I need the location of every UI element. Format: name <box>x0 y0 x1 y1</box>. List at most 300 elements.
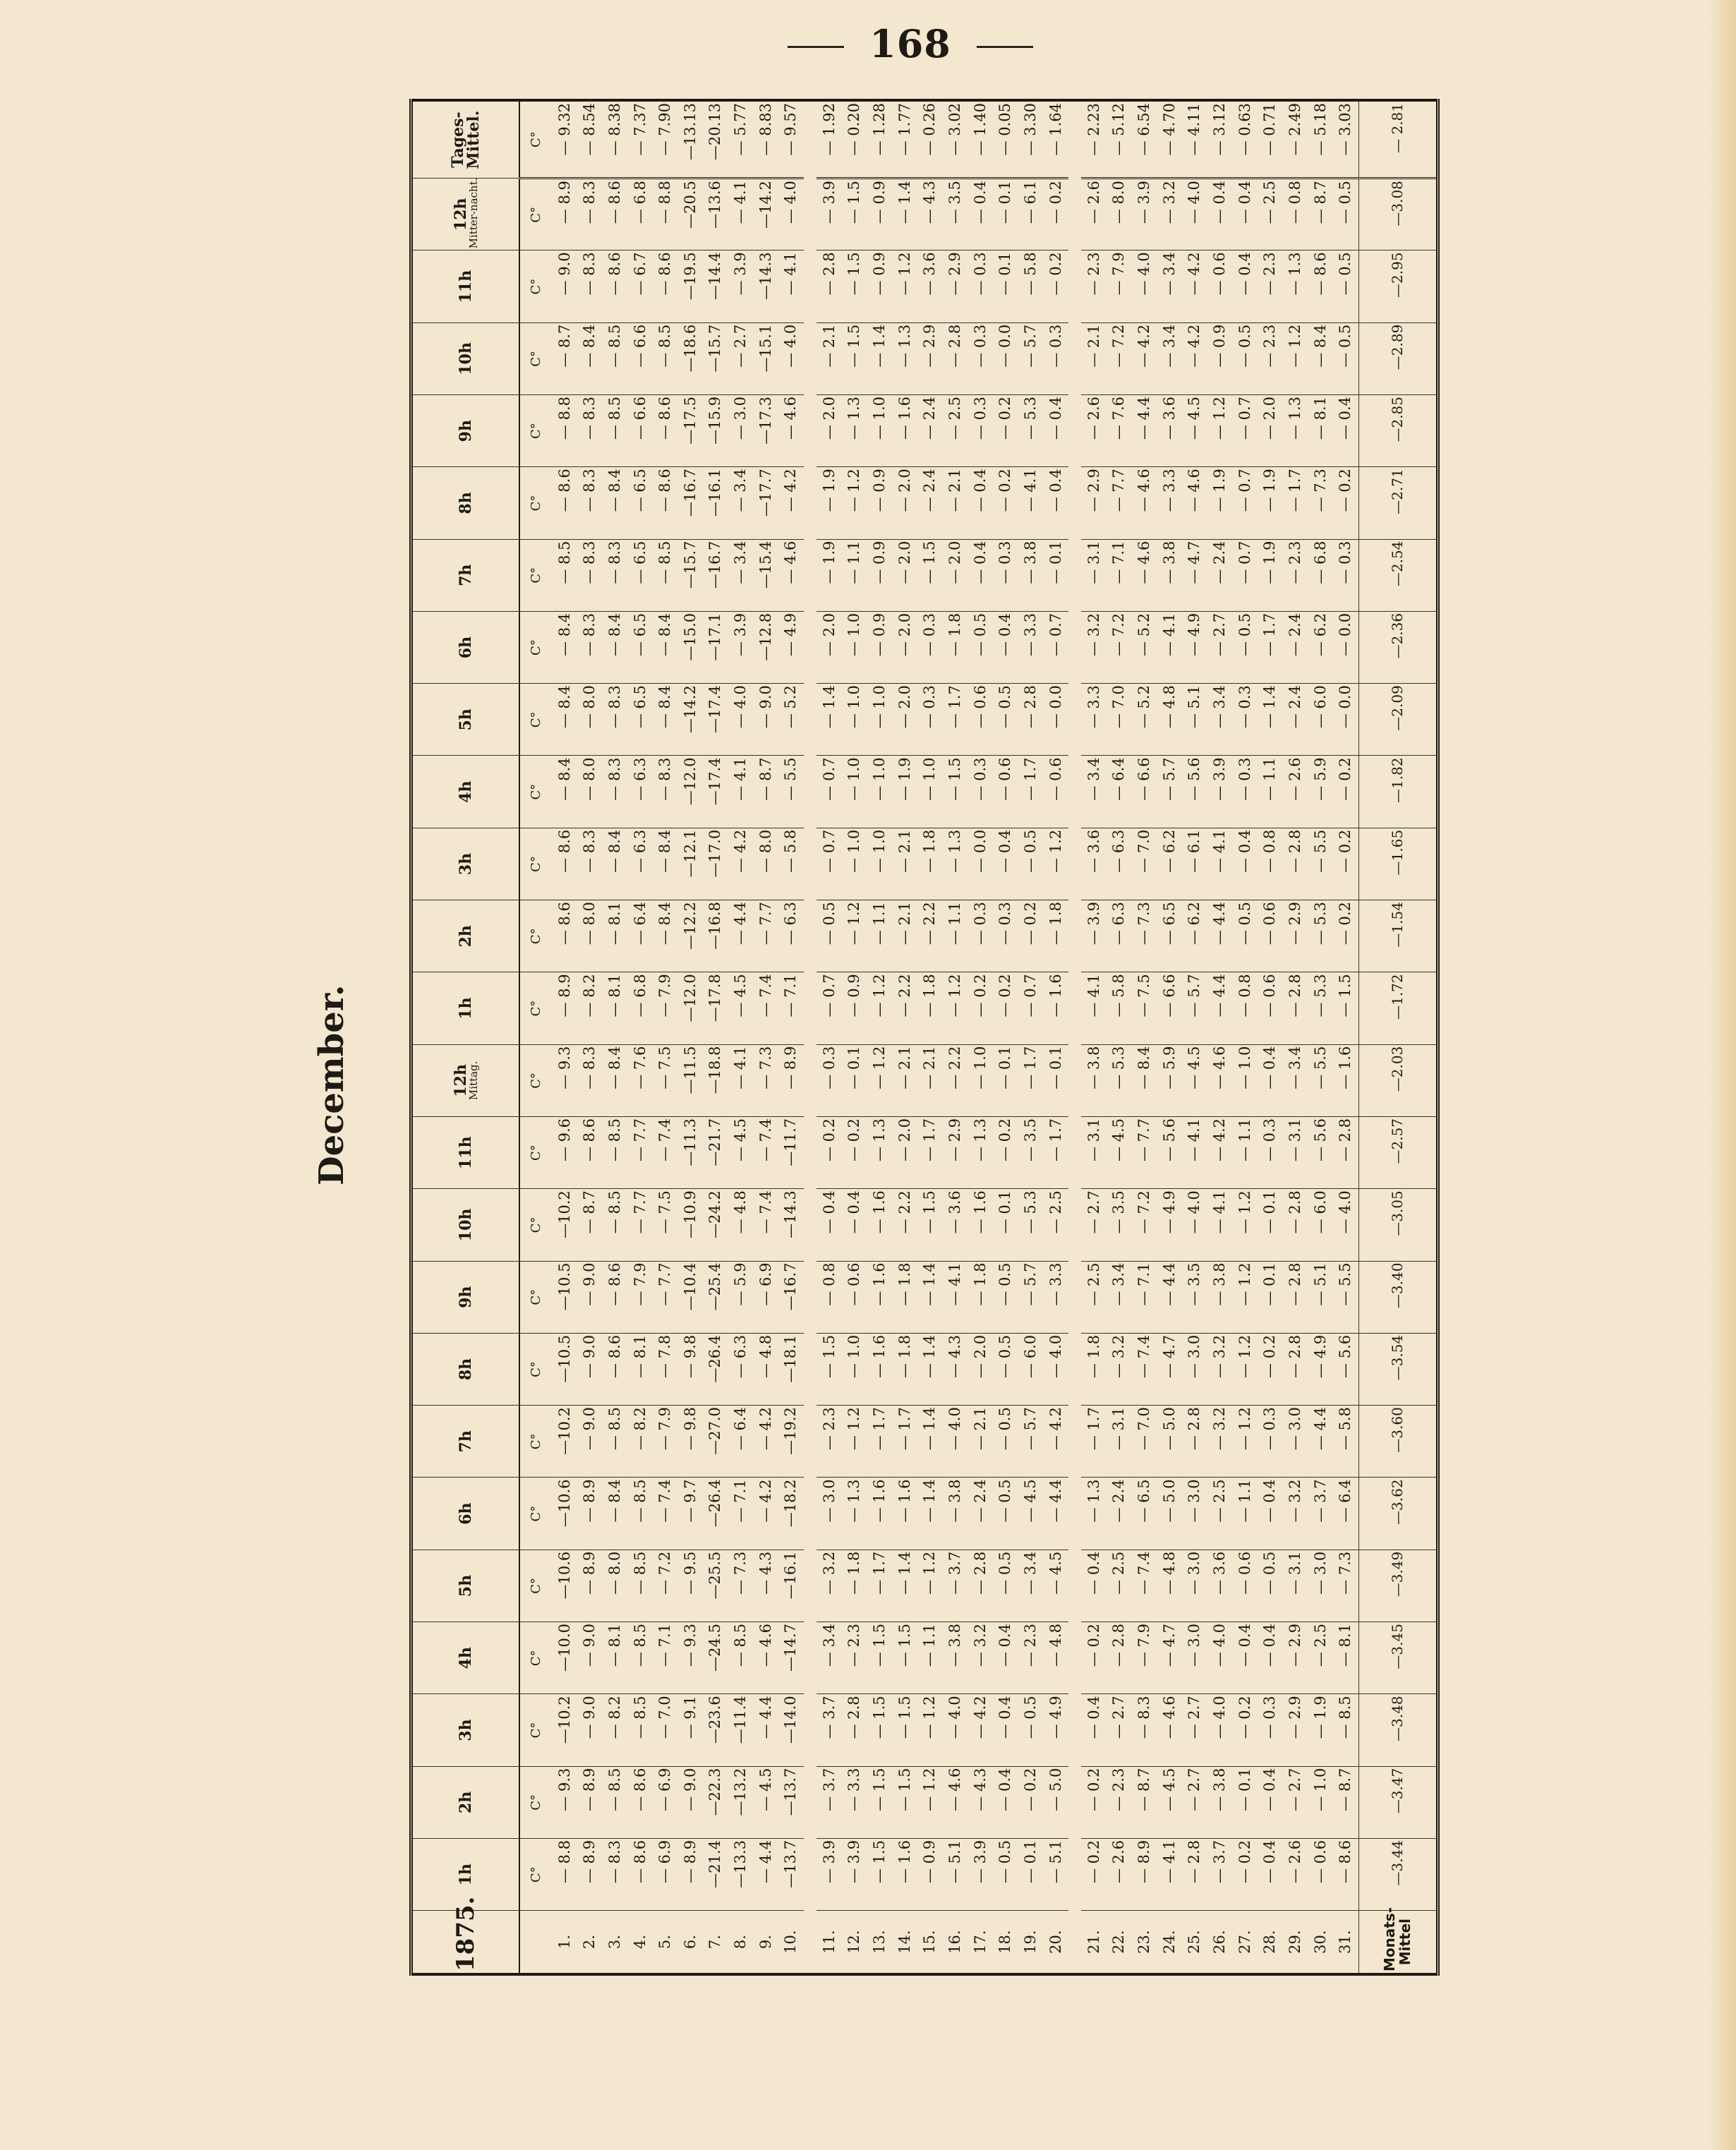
hourly-temp-cell: — 7.3 <box>753 1044 778 1116</box>
unit-cell: C° <box>519 900 552 972</box>
monthly-mean-cell: —3.40 <box>1358 1261 1437 1333</box>
hourly-temp-cell: — 6.8 <box>1308 539 1333 611</box>
hourly-temp-cell: — 4.1 <box>728 179 754 250</box>
hourly-temp-cell: — 5.5 <box>778 756 804 828</box>
unit-cell: C° <box>519 1478 552 1550</box>
hourly-temp-cell: — 6.6 <box>627 395 653 467</box>
hourly-temp-cell: —12.0 <box>678 756 704 828</box>
day-cell: 12. <box>842 1911 867 1974</box>
daily-mean-cell: — 0.71 <box>1258 100 1283 179</box>
table-row <box>1132 100 1157 1974</box>
hourly-temp-cell: — 0.2 <box>993 1116 1018 1188</box>
table-row <box>627 100 653 1974</box>
temperature-table-rotated <box>409 99 1440 1976</box>
hourly-temp-cell: — 8.6 <box>552 900 577 972</box>
hourly-temp-cell: — 5.8 <box>1018 250 1044 322</box>
hourly-temp-cell: — 0.5 <box>1018 1694 1044 1766</box>
hourly-temp-cell: — 3.9 <box>1081 900 1107 972</box>
hourly-temp-cell: — 1.9 <box>1207 467 1233 539</box>
hourly-temp-cell: — 1.1 <box>917 1622 943 1694</box>
hourly-temp-cell: — 5.9 <box>728 1261 754 1333</box>
hourly-temp-cell: — 2.4 <box>917 395 943 467</box>
hour-header-label: 8h <box>457 1358 475 1381</box>
hourly-temp-cell: —15.7 <box>678 539 704 611</box>
hourly-temp-cell: — 2.9 <box>917 322 943 394</box>
unit-cell: C° <box>519 1622 552 1694</box>
table-row <box>1157 100 1182 1974</box>
daily-mean-cell: — 3.02 <box>943 100 968 179</box>
hourly-temp-cell: — 0.7 <box>816 972 842 1044</box>
hourly-temp-cell: — 0.5 <box>968 611 993 683</box>
hourly-temp-cell: — 2.7 <box>1081 1189 1107 1261</box>
hourly-temp-cell: — 0.3 <box>1333 539 1358 611</box>
hourly-temp-cell: — 2.3 <box>842 1622 867 1694</box>
day-cell: 30. <box>1308 1911 1333 1974</box>
table-row <box>778 100 804 1974</box>
hourly-temp-cell: —15.7 <box>703 322 728 394</box>
hourly-temp-cell: — 0.6 <box>993 756 1018 828</box>
hourly-temp-cell: — 3.3 <box>1157 467 1182 539</box>
hourly-temp-cell: — 4.2 <box>1043 1406 1068 1478</box>
hourly-temp-cell: — 8.9 <box>1132 1838 1157 1910</box>
hourly-temp-cell: — 0.3 <box>917 684 943 756</box>
day-cell: 6. <box>678 1911 704 1974</box>
hourly-temp-cell: — 8.6 <box>603 1333 628 1405</box>
hourly-temp-cell: — 0.9 <box>842 972 867 1044</box>
day-cell: 11. <box>816 1911 842 1974</box>
hourly-temp-cell: — 5.6 <box>1308 1116 1333 1188</box>
hourly-temp-cell: — 0.2 <box>1333 756 1358 828</box>
hourly-temp-cell: — 0.1 <box>1018 1838 1044 1910</box>
hourly-temp-cell: — 1.8 <box>968 1261 993 1333</box>
hourly-temp-cell: — 1.7 <box>1283 467 1308 539</box>
monthly-mean-cell: —2.36 <box>1358 611 1437 683</box>
monthly-mean-cell: —3.05 <box>1358 1189 1437 1261</box>
hourly-temp-cell: — 0.5 <box>993 1261 1018 1333</box>
hourly-temp-cell: — 4.7 <box>1182 539 1207 611</box>
hourly-temp-cell: — 8.4 <box>577 322 603 394</box>
hourly-temp-cell: — 8.7 <box>1132 1766 1157 1838</box>
hourly-temp-cell: —18.6 <box>678 322 704 394</box>
hourly-temp-cell: — 0.2 <box>993 395 1018 467</box>
hourly-temp-cell: — 0.3 <box>1258 1694 1283 1766</box>
hourly-temp-cell: —16.7 <box>778 1261 804 1333</box>
hour-header <box>411 179 520 250</box>
hourly-temp-cell: — 8.5 <box>552 539 577 611</box>
hourly-temp-cell: — 1.2 <box>1043 828 1068 900</box>
daily-mean-cell: — 8.83 <box>753 100 778 179</box>
daily-mean-cell: — 5.18 <box>1308 100 1333 179</box>
unit-cell: C° <box>519 684 552 756</box>
hourly-temp-cell: — 7.3 <box>1132 900 1157 972</box>
hourly-temp-cell: — 4.4 <box>1132 395 1157 467</box>
group-gap <box>1068 100 1081 1974</box>
hourly-temp-cell: — 0.2 <box>1081 1766 1107 1838</box>
hourly-temp-cell: — 8.5 <box>627 1694 653 1766</box>
table-row <box>603 100 628 1974</box>
hourly-temp-cell: — 2.0 <box>1258 395 1283 467</box>
hourly-temp-cell: — 8.1 <box>627 1333 653 1405</box>
day-cell: 5. <box>653 1911 678 1974</box>
hourly-temp-cell: — 1.7 <box>943 684 968 756</box>
hourly-temp-cell: — 0.8 <box>1283 179 1308 250</box>
hourly-temp-cell: — 5.3 <box>1308 972 1333 1044</box>
hourly-temp-cell: — 8.4 <box>552 684 577 756</box>
hour-header <box>411 972 520 1044</box>
hour-header-label: 4h <box>457 1647 475 1669</box>
hourly-temp-cell: — 4.2 <box>753 1406 778 1478</box>
monthly-mean-cell: —2.03 <box>1358 1044 1437 1116</box>
hourly-temp-cell: — 7.2 <box>653 1550 678 1621</box>
hourly-temp-cell: — 5.7 <box>1182 972 1207 1044</box>
hourly-temp-cell: — 6.9 <box>653 1838 678 1910</box>
hourly-temp-cell: —16.1 <box>778 1550 804 1621</box>
hourly-temp-cell: — 1.2 <box>842 1406 867 1478</box>
hourly-temp-cell: — 2.0 <box>892 467 917 539</box>
hourly-temp-cell: — 2.7 <box>1283 1766 1308 1838</box>
hourly-temp-cell: — 7.9 <box>1107 250 1132 322</box>
hour-header <box>411 1333 520 1405</box>
hourly-temp-cell: — 4.9 <box>778 611 804 683</box>
hourly-temp-cell: — 1.1 <box>1232 1116 1258 1188</box>
hourly-temp-cell: — 0.9 <box>917 1838 943 1910</box>
hourly-temp-cell: — 2.3 <box>816 1406 842 1478</box>
hourly-temp-cell: — 0.3 <box>968 756 993 828</box>
unit-row <box>519 100 552 1974</box>
hourly-temp-cell: — 4.1 <box>943 1261 968 1333</box>
monthly-mean-cell: —3.62 <box>1358 1478 1437 1550</box>
hourly-temp-cell: — 8.3 <box>603 684 628 756</box>
table-row <box>842 100 867 1974</box>
hourly-temp-cell: — 2.9 <box>943 250 968 322</box>
hourly-temp-cell: — 5.0 <box>1157 1406 1182 1478</box>
group-gap <box>804 100 816 1974</box>
hourly-temp-cell: — 1.0 <box>842 1333 867 1405</box>
hourly-temp-cell: — 3.7 <box>816 1766 842 1838</box>
hourly-temp-cell: — 6.3 <box>627 828 653 900</box>
hourly-temp-cell: — 4.0 <box>943 1406 968 1478</box>
hourly-temp-cell: — 6.8 <box>627 179 653 250</box>
hourly-temp-cell: — 0.5 <box>1258 1550 1283 1621</box>
hourly-temp-cell: — 1.6 <box>867 1478 893 1550</box>
hourly-temp-cell: — 7.1 <box>778 972 804 1044</box>
hourly-temp-cell: — 8.6 <box>577 1116 603 1188</box>
hourly-temp-cell: — 4.1 <box>728 756 754 828</box>
hourly-temp-cell: — 2.5 <box>1308 1622 1333 1694</box>
table-row <box>653 100 678 1974</box>
hourly-temp-cell: — 7.5 <box>653 1189 678 1261</box>
hourly-temp-cell: — 0.4 <box>1232 1622 1258 1694</box>
daily-mean-cell: — 3.03 <box>1333 100 1358 179</box>
hourly-temp-cell: — 0.1 <box>993 1189 1018 1261</box>
hourly-temp-cell: — 4.1 <box>778 250 804 322</box>
hour-header-label: 9h <box>457 1286 475 1308</box>
hourly-temp-cell: —14.4 <box>703 250 728 322</box>
hourly-temp-cell: —12.1 <box>678 828 704 900</box>
hourly-temp-cell: —11.5 <box>678 1044 704 1116</box>
hourly-temp-cell: —17.4 <box>703 684 728 756</box>
hour-header <box>411 1550 520 1621</box>
hourly-temp-cell: — 1.0 <box>867 828 893 900</box>
hourly-temp-cell: —18.1 <box>778 1333 804 1405</box>
day-cell: 24. <box>1157 1911 1182 1974</box>
hourly-temp-cell: — 2.9 <box>1081 467 1107 539</box>
hourly-temp-cell: — 5.2 <box>778 684 804 756</box>
hourly-temp-cell: — 2.7 <box>1182 1694 1207 1766</box>
hourly-temp-cell: — 0.2 <box>1081 1838 1107 1910</box>
hourly-temp-cell: — 2.5 <box>1107 1550 1132 1621</box>
hourly-temp-cell: — 6.2 <box>1182 900 1207 972</box>
hourly-temp-cell: — 0.0 <box>968 828 993 900</box>
monthly-mean-cell: —2.71 <box>1358 467 1437 539</box>
hourly-temp-cell: — 4.4 <box>1207 900 1233 972</box>
hour-header <box>411 322 520 394</box>
table-row <box>753 100 778 1974</box>
hourly-temp-cell: — 7.4 <box>1132 1550 1157 1621</box>
hourly-temp-cell: — 0.2 <box>1232 1694 1258 1766</box>
hourly-temp-cell: — 8.0 <box>1107 179 1132 250</box>
hourly-temp-cell: — 5.6 <box>1182 756 1207 828</box>
hourly-temp-cell: —10.5 <box>552 1261 577 1333</box>
hourly-temp-cell: — 1.5 <box>867 1622 893 1694</box>
hourly-temp-cell: — 1.1 <box>867 900 893 972</box>
hour-header-label: 6h <box>457 636 475 659</box>
hourly-temp-cell: — 7.0 <box>1107 684 1132 756</box>
hourly-temp-cell: —13.3 <box>728 1838 754 1910</box>
hourly-temp-cell: — 0.2 <box>842 1116 867 1188</box>
hourly-temp-cell: —10.2 <box>552 1189 577 1261</box>
hourly-temp-cell: — 8.3 <box>603 1838 628 1910</box>
hourly-temp-cell: — 8.6 <box>627 1838 653 1910</box>
hourly-temp-cell: — 0.6 <box>1308 1838 1333 1910</box>
hourly-temp-cell: — 8.5 <box>603 395 628 467</box>
monthly-mean-cell: —2.54 <box>1358 539 1437 611</box>
hourly-temp-cell: — 0.5 <box>816 900 842 972</box>
hourly-temp-cell: — 3.0 <box>816 1478 842 1550</box>
hourly-temp-cell: — 0.4 <box>993 1766 1018 1838</box>
hourly-temp-cell: — 0.7 <box>816 828 842 900</box>
hourly-temp-cell: — 4.8 <box>1043 1622 1068 1694</box>
hourly-temp-cell: — 2.3 <box>1258 250 1283 322</box>
table-row <box>1258 100 1283 1974</box>
hourly-temp-cell: — 3.2 <box>968 1622 993 1694</box>
hourly-temp-cell: — 2.4 <box>1283 611 1308 683</box>
hourly-temp-cell: —12.8 <box>753 611 778 683</box>
hourly-temp-cell: — 0.1 <box>993 1044 1018 1116</box>
hourly-temp-cell: — 3.5 <box>1107 1189 1132 1261</box>
hourly-temp-cell: — 2.8 <box>842 1694 867 1766</box>
table-row <box>1308 100 1333 1974</box>
hourly-temp-cell: — 0.1 <box>1258 1189 1283 1261</box>
hourly-temp-cell: — 8.8 <box>552 395 577 467</box>
hourly-temp-cell: — 1.5 <box>842 250 867 322</box>
hourly-temp-cell: — 0.7 <box>1232 467 1258 539</box>
day-cell: 26. <box>1207 1911 1233 1974</box>
hourly-temp-cell: — 3.6 <box>1157 395 1182 467</box>
hourly-temp-cell: —12.0 <box>678 972 704 1044</box>
hourly-temp-cell: — 0.4 <box>1232 828 1258 900</box>
hourly-temp-cell: — 1.3 <box>1283 395 1308 467</box>
hourly-temp-cell: — 1.8 <box>892 1261 917 1333</box>
hourly-temp-cell: — 0.6 <box>1207 250 1233 322</box>
hourly-temp-cell: — 4.6 <box>1182 467 1207 539</box>
hourly-temp-cell: — 0.8 <box>816 1261 842 1333</box>
daily-mean-cell: — 0.63 <box>1232 100 1258 179</box>
unit-cell: C° <box>519 1838 552 1910</box>
hour-header-label: 2h <box>457 925 475 948</box>
hourly-temp-cell: — 1.8 <box>892 1333 917 1405</box>
hourly-temp-cell: — 9.8 <box>678 1406 704 1478</box>
hourly-temp-cell: — 4.1 <box>1081 972 1107 1044</box>
hourly-temp-cell: — 8.7 <box>552 322 577 394</box>
hour-header-label: 11h <box>457 270 475 303</box>
hourly-temp-cell: — 5.2 <box>1132 684 1157 756</box>
day-cell: 13. <box>867 1911 893 1974</box>
year-header: 1875. <box>411 1911 520 1974</box>
daily-mean-cell: —20.13 <box>703 100 728 179</box>
hourly-temp-cell: — 0.2 <box>1258 1333 1283 1405</box>
hourly-temp-cell: — 2.4 <box>917 467 943 539</box>
hourly-temp-cell: — 2.8 <box>1283 972 1308 1044</box>
table-row <box>1182 100 1207 1974</box>
hourly-temp-cell: — 2.9 <box>1283 900 1308 972</box>
hourly-temp-cell: — 5.1 <box>1182 684 1207 756</box>
hourly-temp-cell: — 3.2 <box>1157 179 1182 250</box>
hour-header-label: 6h <box>457 1502 475 1525</box>
hourly-temp-cell: — 8.5 <box>603 1189 628 1261</box>
hourly-temp-cell: — 1.4 <box>816 684 842 756</box>
hourly-temp-cell: — 2.7 <box>728 322 754 394</box>
hourly-temp-cell: — 6.3 <box>1107 828 1132 900</box>
hourly-temp-cell: — 4.3 <box>753 1550 778 1621</box>
hourly-temp-cell: — 8.0 <box>603 1550 628 1621</box>
hourly-temp-cell: — 3.9 <box>728 250 754 322</box>
day-cell: 23. <box>1132 1911 1157 1974</box>
hourly-temp-cell: — 0.0 <box>1333 684 1358 756</box>
hourly-temp-cell: — 0.7 <box>1232 539 1258 611</box>
hourly-temp-cell: — 1.5 <box>842 322 867 394</box>
hourly-temp-cell: — 4.6 <box>1132 467 1157 539</box>
hourly-temp-cell: — 3.4 <box>728 467 754 539</box>
hourly-temp-cell: — 0.2 <box>816 1116 842 1188</box>
hourly-temp-cell: — 3.8 <box>1207 1261 1233 1333</box>
hourly-temp-cell: — 0.2 <box>1043 250 1068 322</box>
hourly-temp-cell: — 6.3 <box>778 900 804 972</box>
hourly-temp-cell: — 1.0 <box>867 395 893 467</box>
hourly-temp-cell: — 2.2 <box>917 900 943 972</box>
hourly-temp-cell: — 2.0 <box>892 611 917 683</box>
hourly-temp-cell: — 6.5 <box>627 539 653 611</box>
hourly-temp-cell: — 5.9 <box>1308 756 1333 828</box>
hourly-temp-cell: —10.2 <box>552 1694 577 1766</box>
hourly-temp-cell: — 8.3 <box>1132 1694 1157 1766</box>
hourly-temp-cell: — 2.0 <box>816 395 842 467</box>
hourly-temp-cell: — 0.3 <box>968 322 993 394</box>
hourly-temp-cell: — 4.0 <box>1182 1189 1207 1261</box>
monthly-mean-cell: —1.65 <box>1358 828 1437 900</box>
hourly-temp-cell: —25.4 <box>703 1261 728 1333</box>
hourly-temp-cell: — 7.5 <box>653 1044 678 1116</box>
hourly-temp-cell: — 0.3 <box>1258 1116 1283 1188</box>
hourly-temp-cell: — 4.2 <box>1182 322 1207 394</box>
hourly-temp-cell: — 1.4 <box>892 179 917 250</box>
hourly-temp-cell: — 4.4 <box>1157 1261 1182 1333</box>
hourly-temp-cell: — 2.1 <box>892 900 917 972</box>
hourly-temp-cell: — 0.3 <box>816 1044 842 1116</box>
hourly-temp-cell: — 7.4 <box>753 1189 778 1261</box>
hourly-temp-cell: — 8.6 <box>552 467 577 539</box>
hourly-temp-cell: — 0.4 <box>1333 395 1358 467</box>
hourly-temp-cell: — 2.0 <box>968 1333 993 1405</box>
hourly-temp-cell: — 1.2 <box>1232 1333 1258 1405</box>
hourly-temp-cell: — 0.6 <box>1258 900 1283 972</box>
hourly-temp-cell: — 2.6 <box>1081 395 1107 467</box>
hourly-temp-cell: — 4.5 <box>1182 1044 1207 1116</box>
hourly-temp-cell: — 4.6 <box>778 539 804 611</box>
hourly-temp-cell: — 1.9 <box>1308 1694 1333 1766</box>
hourly-temp-cell: — 1.2 <box>1232 1261 1258 1333</box>
hourly-temp-cell: — 1.0 <box>867 756 893 828</box>
hourly-temp-cell: — 8.6 <box>1308 250 1333 322</box>
hourly-temp-cell: — 0.5 <box>993 1478 1018 1550</box>
hour-header <box>411 467 520 539</box>
daily-mean-cell: —13.13 <box>678 100 704 179</box>
daily-mean-cell: — 4.11 <box>1182 100 1207 179</box>
table-row <box>1333 100 1358 1974</box>
hourly-temp-cell: — 7.1 <box>1132 1261 1157 1333</box>
hourly-temp-cell: — 3.2 <box>1283 1478 1308 1550</box>
hourly-temp-cell: — 0.5 <box>993 1838 1018 1910</box>
unit-cell: C° <box>519 322 552 394</box>
hourly-temp-cell: — 3.5 <box>943 179 968 250</box>
hourly-temp-cell: — 9.3 <box>678 1622 704 1694</box>
unit-cell: C° <box>519 1406 552 1478</box>
hourly-temp-cell: — 1.3 <box>842 1478 867 1550</box>
hourly-temp-cell: — 1.0 <box>842 828 867 900</box>
daily-mean-header: Tages-Mittel. <box>411 100 520 179</box>
hourly-temp-cell: — 4.1 <box>1207 1189 1233 1261</box>
hourly-temp-cell: — 4.0 <box>1207 1622 1233 1694</box>
hourly-temp-cell: — 4.1 <box>1182 1116 1207 1188</box>
hourly-temp-cell: —12.2 <box>678 900 704 972</box>
hourly-temp-cell: — 8.4 <box>653 684 678 756</box>
hourly-temp-cell: — 3.0 <box>1182 1622 1207 1694</box>
hourly-temp-cell: — 3.8 <box>1207 1766 1233 1838</box>
hour-header-label: 3h <box>457 852 475 876</box>
hourly-temp-cell: — 4.6 <box>778 395 804 467</box>
hourly-temp-cell: —10.5 <box>552 1333 577 1405</box>
hourly-temp-cell: — 4.1 <box>1018 467 1044 539</box>
hourly-temp-cell: —17.4 <box>703 756 728 828</box>
hourly-temp-cell: — 8.6 <box>1333 1838 1358 1910</box>
hourly-temp-cell: — 8.8 <box>653 179 678 250</box>
hourly-temp-cell: — 7.4 <box>1132 1333 1157 1405</box>
monthly-mean-cell: —3.60 <box>1358 1406 1437 1478</box>
hourly-temp-cell: — 3.3 <box>1043 1261 1068 1333</box>
hour-header-label: 1h <box>457 997 475 1020</box>
hourly-temp-cell: — 5.0 <box>1043 1766 1068 1838</box>
unit-cell: C° <box>519 756 552 828</box>
hourly-temp-cell: — 9.0 <box>577 1622 603 1694</box>
hourly-temp-cell: — 9.1 <box>678 1694 704 1766</box>
hourly-temp-cell: — 5.3 <box>1018 395 1044 467</box>
hourly-temp-cell: — 5.1 <box>1308 1261 1333 1333</box>
hourly-temp-cell: — 1.4 <box>917 1261 943 1333</box>
hourly-temp-cell: — 3.5 <box>1182 1261 1207 1333</box>
day-cell: 27. <box>1232 1911 1258 1974</box>
hourly-temp-cell: — 1.5 <box>892 1694 917 1766</box>
hourly-temp-cell: — 6.4 <box>1333 1478 1358 1550</box>
